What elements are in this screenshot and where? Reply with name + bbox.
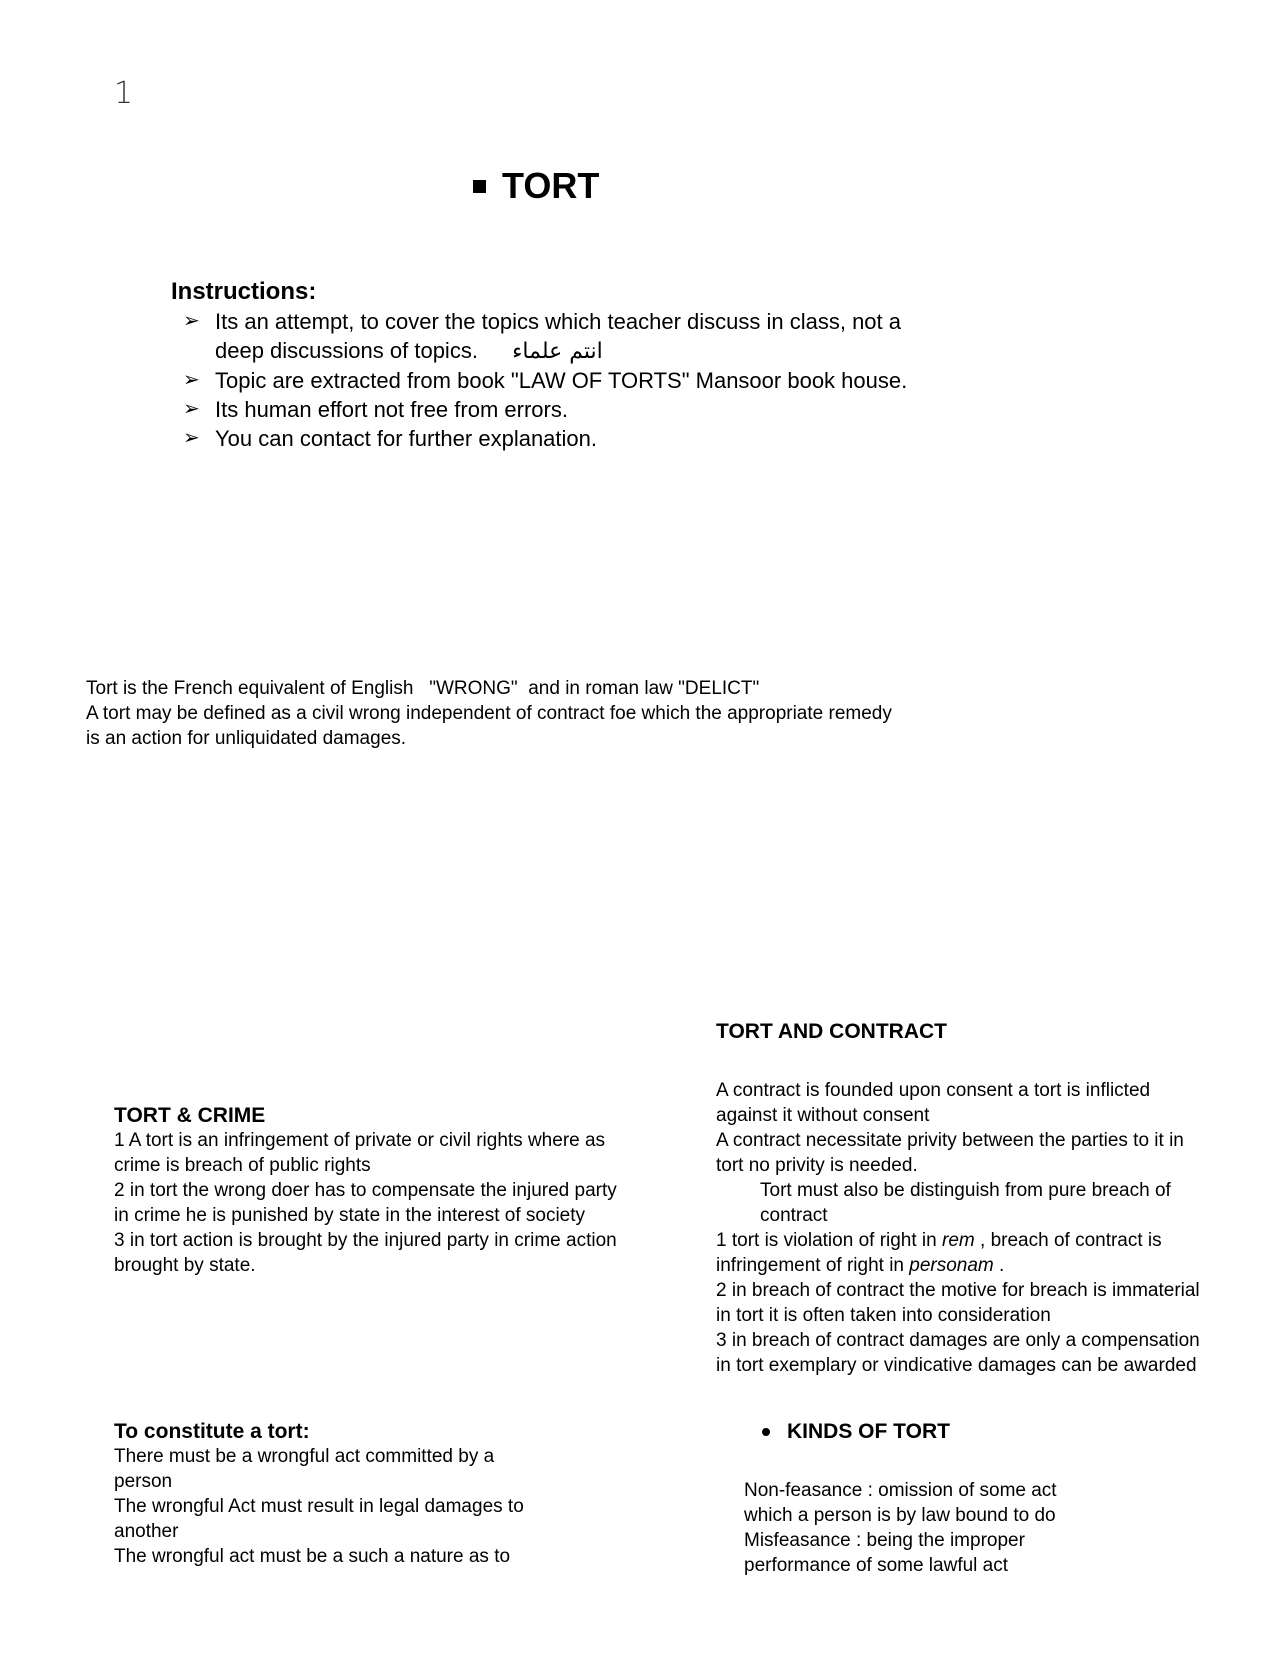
kinds-body [744, 1478, 1104, 1582]
text-run: 1 tort is violation of right in [716, 1230, 942, 1251]
arrow-bullet-icon: ➢ [183, 427, 200, 449]
arrow-bullet-icon: ➢ [183, 310, 200, 332]
paragraph: Tort must also be distinguish from pure breach of contract [760, 1180, 1171, 1226]
instruction-text: Its human effort not free from errors. [215, 397, 568, 422]
paragraph: The wrongful Act must result in legal damages to another [114, 1496, 524, 1542]
instructions-heading: Instructions: [171, 278, 317, 305]
square-bullet-icon [473, 180, 486, 193]
section-title-tort-crime: TORT & CRIME [114, 1104, 266, 1127]
term-rem: rem [942, 1230, 975, 1251]
paragraph [716, 1228, 1216, 1278]
intro-line: Tort is the French equivalent of English "WRONG" and in roman law "DELICT" [86, 678, 760, 699]
paragraph: 1 A tort is an infringement of private or civil rights where as crime is breach of public rights [114, 1130, 606, 1176]
instruction-text: Topic are extracted from book "LAW OF TORTS" Mansoor book house. [215, 368, 908, 393]
arabic-note: انتم علماء [512, 339, 603, 364]
paragraph: 3 in tort action is brought by the injured party in crime action brought by state. [114, 1230, 617, 1276]
paragraph: The wrongful act must be a such a nature as to [114, 1546, 511, 1567]
paragraph: 2 in tort the wrong doer has to compensate the injured party in crime he is punished by state in the interest of society [114, 1180, 617, 1226]
term-personam: personam [909, 1255, 994, 1276]
section-title-kinds [762, 1420, 950, 1444]
instruction-text: You can contact for further explanation. [215, 426, 597, 451]
kinds-title-text: KINDS OF TORT [787, 1420, 950, 1443]
tort-crime-section [114, 1104, 634, 1278]
list-item [183, 366, 943, 395]
page-title-text: TORT [502, 165, 600, 206]
page-number: 1 [114, 76, 134, 111]
list-item [183, 307, 943, 366]
list-item [183, 424, 943, 453]
section-title-tort-contract: TORT AND CONTRACT [716, 1020, 947, 1043]
instructions-list [183, 307, 943, 453]
constitute-section [114, 1420, 554, 1567]
intro-paragraph [86, 676, 906, 751]
paragraph: A contract is founded upon consent a tort is inflicted against it without consent [716, 1080, 1151, 1126]
paragraph: A contract necessitate privity between the parties to it in tort no privity is needed. [716, 1130, 1184, 1176]
text-run: . [993, 1255, 1005, 1276]
paragraph: Misfeasance : being the improper performance of some lawful act [744, 1530, 1025, 1576]
paragraph: Non-feasance : omission of some act which a person is by law bound to do [744, 1480, 1057, 1526]
paragraph: 2 in breach of contract the motive for breach is immaterial in tort it is often taken into consideration [716, 1280, 1200, 1326]
arrow-bullet-icon: ➢ [183, 398, 200, 420]
paragraph: There must be a wrongful act committed by a person [114, 1446, 495, 1492]
intro-line: A tort may be defined as a civil wrong independent of contract foe which the appropriate remedy is an action for unliquidated damages. [86, 703, 892, 749]
paragraph: 3 in breach of contract damages are only a compensation in tort exemplary or vindicative damages can be awarded [716, 1330, 1200, 1376]
instruction-text: Its an attempt, to cover the topics which teacher discuss in class, not a deep discussions of topics. [215, 309, 901, 363]
arrow-bullet-icon: ➢ [183, 369, 200, 391]
section-title-constitute: To constitute a tort: [114, 1420, 310, 1443]
text-run: , breach of contract is infringement of right in [716, 1230, 1162, 1276]
bullet-icon [762, 1428, 770, 1436]
list-item [183, 395, 943, 424]
tort-contract-body [716, 1078, 1216, 1378]
page-title [473, 165, 599, 207]
